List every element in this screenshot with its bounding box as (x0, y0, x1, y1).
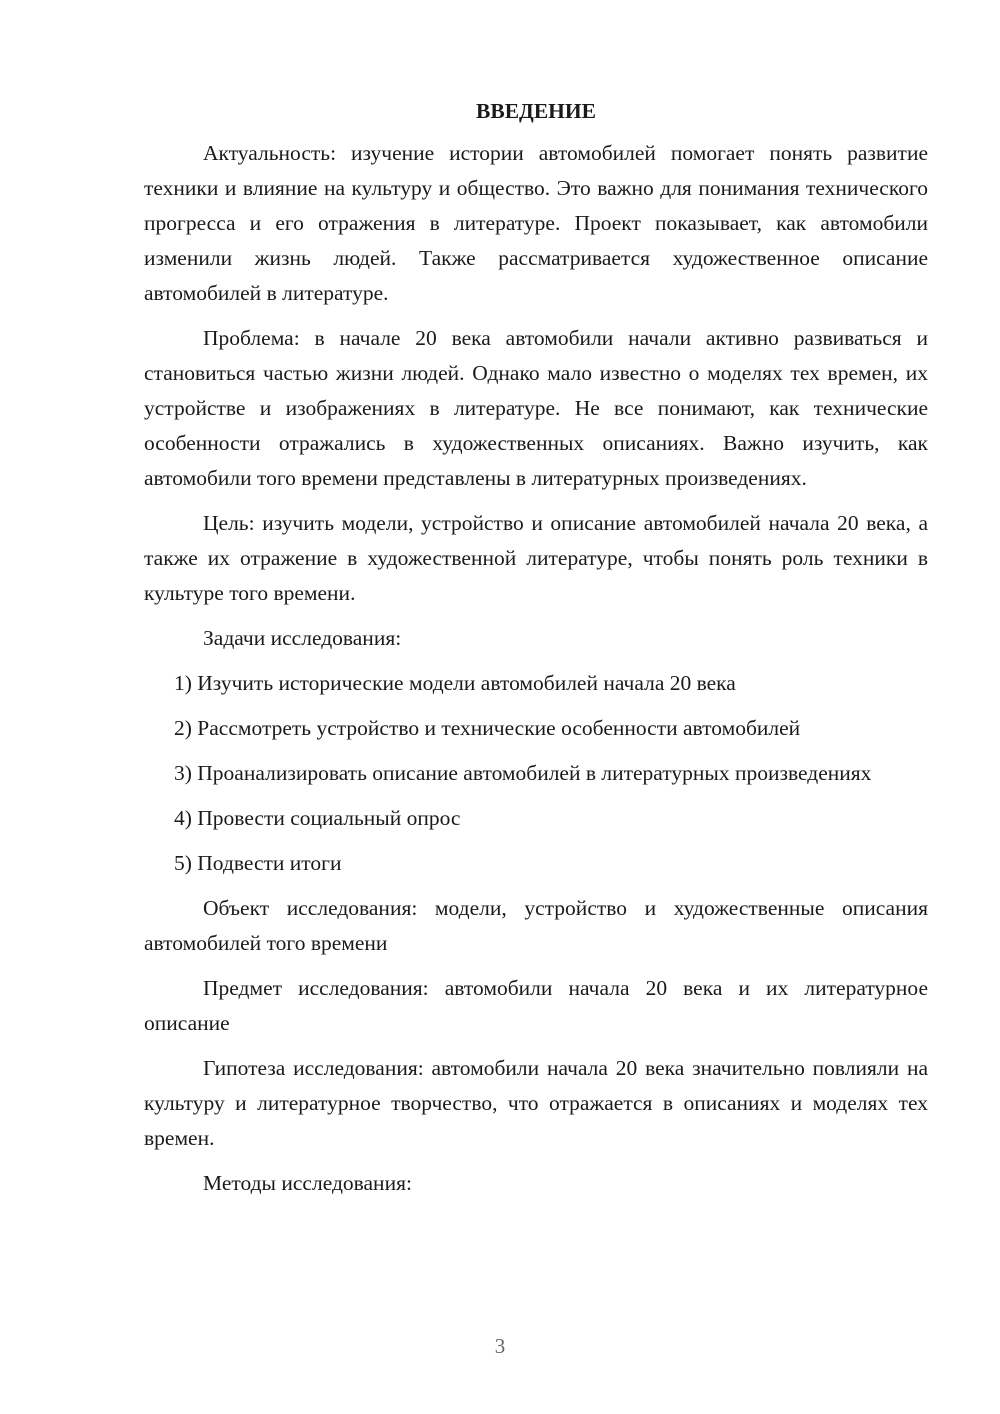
hypothesis-paragraph: Гипотеза исследования: автомобили начала 20 века значительно повлияли на культуру и литературное творчество, что отражается в описаниях и моделях тех времен. (144, 1056, 928, 1150)
task-item-5: 5) Подвести итоги (174, 851, 342, 875)
problem-paragraph: Проблема: в начале 20 века автомобили начали активно развиваться и становиться частью жизни людей. Однако мало известно о моделях тех времен, их устройстве и изображениях в литературе. Не все понимают, как технические особенности отражались в художественных описаниях. Важно изучить, как автомобили того времени представлены в литературных произведениях. (144, 326, 928, 490)
page-body (144, 96, 928, 1211)
page-number: 3 (494, 1334, 506, 1358)
goal-paragraph: Цель: изучить модели, устройство и описание автомобилей начала 20 века, а также их отражение в художественной литературе, чтобы понять роль техники в культуре того времени. (144, 511, 928, 605)
tasks-heading: Задачи исследования: (203, 626, 402, 650)
task-item-3: 3) Проанализировать описание автомобилей в литературных произведениях (174, 761, 872, 785)
task-item-2: 2) Рассмотреть устройство и технические особенности автомобилей (174, 716, 801, 740)
section-title: ВВЕДЕНИЕ (476, 99, 596, 123)
task-item-1: 1) Изучить исторические модели автомобилей начала 20 века (174, 671, 736, 695)
methods-heading: Методы исследования: (203, 1171, 412, 1195)
task-item-4: 4) Провести социальный опрос (174, 806, 461, 830)
object-paragraph: Объект исследования: модели, устройство и художественные описания автомобилей того времени (144, 896, 928, 955)
subject-paragraph: Предмет исследования: автомобили начала 20 века и их литературное описание (144, 976, 928, 1035)
relevance-paragraph: Актуальность: изучение истории автомобилей помогает понять развитие техники и влияние на культуру и общество. Это важно для понимания технического прогресса и его отражения в литературе. Проект показывает, как автомобили изменили жизнь людей. Также рассматривается художественное описание автомобилей в литературе. (144, 141, 928, 305)
